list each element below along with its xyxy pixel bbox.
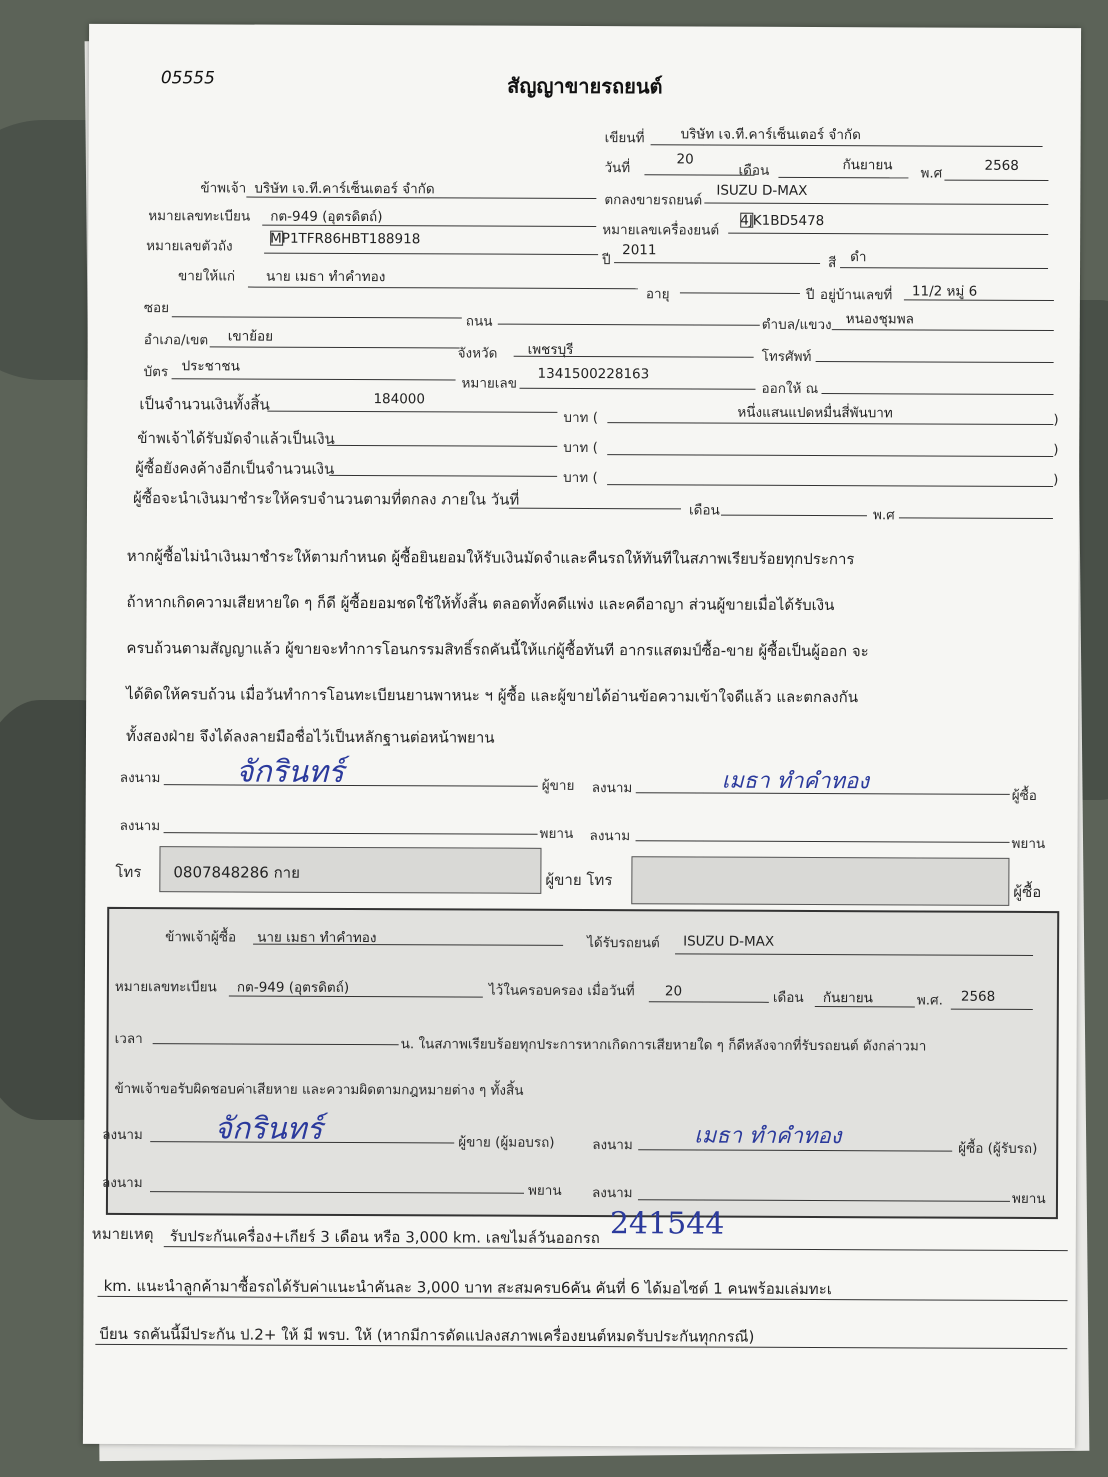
deposit-line [327,445,557,447]
house-number: 11/2 หมู่ 6 [911,283,978,300]
buyer-name-line [248,287,638,290]
terms-line-3: ครบถ้วนตามสัญญาแล้ว ผู้ขายจะทำการโอนกรรมสิทธิ์รถคันนี้ให้แก่ผู้ซื้อทันที อากรแสตมป์ซื้อ-ขาย ผู้ซื้อเป็นผู้ออก จะ [126,639,869,661]
seller-role: ผู้ขาย [541,777,575,794]
total-line [267,411,557,413]
note-mileage: 241544 [609,1206,725,1242]
road-line [498,324,760,326]
receipt-time-line [153,1043,399,1045]
car-model-line [704,203,1048,206]
year-line [944,180,1048,181]
page-title: สัญญาขายรถยนต์ [507,73,663,99]
receipt-day: 20 [664,983,683,1000]
seller-label: ข้าพเจ้า [200,180,247,197]
road-label: ถนน [465,313,493,330]
remaining-close-paren: ) [1053,472,1059,489]
sell-to-label: ขายให้แก่ [177,268,236,285]
receipt-seller-sign-label: ลงนาม [102,1126,143,1144]
receipt-witness1-sign-label: ลงนาม [102,1174,143,1192]
receipt-month-label: เดือน [772,989,804,1006]
soi-label: ซอย [143,300,170,317]
district-value: เขาย้อย [227,328,274,345]
witness2-role: พยาน [1011,835,1046,853]
district-label: อำเภอ/เขต [143,332,209,349]
agree-sell-label: ตกลงขายรถยนต์ [604,192,703,209]
total-value: 184000 [373,391,426,408]
receipt-section [102,907,1059,1219]
seller-sign-line [164,784,538,787]
witness1-role: พยาน [539,825,574,842]
receipt-seller-role: ผู้ขาย (ผู้มอบรถ) [458,1134,555,1151]
subdistrict-line [832,329,1054,331]
seller-signature: จักรินทร์ [235,754,345,790]
deposit-baht-label: บาท ( [563,439,598,457]
age-unit: ปี [805,286,815,304]
receipt-year-line [951,1009,1033,1010]
chassis-line [264,253,598,255]
receipt-time-label: เวลา [114,1030,143,1048]
chassis-label: หมายเลขตัวถัง [146,238,233,255]
plate-label: หมายเลขทะเบียน [148,208,251,225]
chassis-value [270,231,420,248]
buyer-signature: เมธา ทำคำทอง [721,768,870,795]
receipt-time-text: น. ในสภาพเรียบร้อยทุกประการหากเกิดการเสียหายใด ๆ ก็ดีหลังจากที่รับรถยนต์ ดังกล่าวมา [400,1036,927,1055]
card-type: ประชาชน [181,358,240,375]
day-value: 20 [676,151,694,168]
terms-line-4: ได้ติดให้ครบถ้วน เมื่อวันทำการโอนทะเบียนยานพาหนะ ฯ ผู้ซื้อ และผู้ขายได้อ่านข้อความเข้าใจดีแล้ว และตกลงกัน [126,685,859,707]
buyer-role: ผู้ซื้อ [1011,787,1037,804]
receipt-plate-label: หมายเลขทะเบียน [114,978,217,996]
checkbox-icon [740,213,753,228]
receipt-seller-signature: จักรินทร์ [214,1111,323,1147]
issued-label: ออกให้ ณ [761,380,819,398]
receipt-car-line [675,953,1033,956]
district-line [210,346,460,348]
receipt-day-line [649,1001,769,1003]
engine-number: 4JK1BD5478 [740,212,825,230]
buyer-phone-role: ผู้ซื้อ [1013,882,1042,902]
witness2-sign-line [636,840,1010,843]
car-model: ISUZU D-MAX [716,182,808,199]
witness1-sign-label: ลงนาม [119,817,161,835]
receipt-buyer-label: ข้าพเจ้าผู้ซื้อ [165,929,237,946]
house-label: อยู่บ้านเลขที่ [819,287,893,304]
subdistrict-label: ตำบล/แขวง [761,316,832,334]
written-at-label: เขียนที่ [604,130,645,147]
vehicle-year: 2011 [622,242,657,259]
witness1-sign-line [164,832,538,835]
receipt-witness2-sign-label: ลงนาม [591,1185,633,1202]
plate-value: กต-949 (อุตรดิตถ์) [270,208,383,226]
year-value: 2568 [984,157,1019,174]
seller-sign-label: ลงนาม [119,769,161,787]
card-number-line [520,388,756,390]
seller-name: บริษัท เจ.ที.คาร์เซ็นเตอร์ จำกัด [254,180,435,198]
total-words: หนึ่งแสนแปดหมื่นสี่พันบาท [737,404,893,422]
doc-number: 05555 [160,68,216,89]
province-value: เพชรบุรี [527,341,574,358]
deposit-words-line [607,454,1053,457]
vehicle-year-line [614,262,820,264]
receipt-year: 2568 [960,988,996,1005]
date-label: วันที่ [604,160,631,177]
receipt-witness2-role: พยาน [1011,1190,1046,1208]
due-year-label: พ.ศ [872,507,895,524]
due-day-line [509,508,681,510]
remaining-words-line [607,484,1053,487]
note-line-2: km. แนะนำลูกค้ามาซื้อรถได้รับค่าแนะนำคันละ 3,000 บาท สะสมครบ6คัน คันที่ 6 ได้มอไซต์ 1 คนพร้อมเล่มทะเ [103,1276,832,1299]
buyer-name: นาย เมธา ทำคำทอง [265,268,386,286]
witness2-sign-label: ลงนาม [589,828,631,845]
total-label: เป็นจำนวนเงินทั้งสิ้น [139,395,270,414]
card-number-label: หมายเลข [461,375,517,392]
phone-line [816,361,1054,363]
receipt-plate: กต-949 (อุตรดิตถ์) [236,979,350,996]
province-label: จังหวัด [457,345,498,362]
written-at-line [651,144,1043,147]
note-line-1: รับประกันเครื่อง+เกียร์ 3 เดือน หรือ 3,000 km. เลขไมล์วันออกรถ [169,1227,600,1248]
due-year-line [899,517,1053,519]
receipt-witness1-line [150,1191,524,1194]
seller-phone-label: โทร [115,862,142,882]
subdistrict-value: หนองชุมพล [845,311,914,328]
receipt-month: กันยายน [822,990,873,1007]
terms-line-1: หากผู้ซื้อไม่นำเงินมาชำระให้ตามกำหนด ผู้ซื้อยินยอมให้รับเงินมัดจำและคืนรถให้ทันทีในสภาพเรียบร้อยทุกประการ [126,547,855,569]
terms-line-5: ทั้งสองฝ่าย จึงได้ลงลายมือชื่อไว้เป็นหลักฐานต่อหน้าพยาน [125,727,495,747]
engine-value [740,213,824,229]
seller-phone-role: ผู้ขาย โทร [545,870,613,890]
remaining-baht-label: บาท ( [563,469,598,487]
month-value: กันยายน [842,157,893,174]
age-line [680,292,800,294]
card-line [172,378,456,380]
due-month-line [721,515,867,517]
buyer-phone-box [631,856,1009,906]
receipt-year-label: พ.ศ. [916,992,943,1009]
deposit-label: ข้าพเจ้าได้รับมัดจำแล้วเป็นเงิน [137,429,335,448]
receipt-buyer-role: ผู้ซื้อ (ผู้รับรถ) [958,1140,1038,1157]
total-words-line [607,422,1053,425]
checkbox-icon [270,231,283,246]
receipt-buyer-name: นาย เมธา ทำคำทอง [257,929,377,947]
note-label: หมายเหตุ [91,1224,154,1244]
remaining-label: ผู้ซื้อยังคงค้างอีกเป็นจำนวนเงิน [135,459,335,478]
month-label: เดือน [738,162,770,179]
month-line [778,177,908,179]
year-label: พ.ศ [920,165,943,182]
issued-line [821,393,1053,395]
remaining-line [329,475,557,477]
engine-line [728,233,1048,235]
receipt-buyer-signature: เมธา ทำคำทอง [694,1123,842,1150]
color-label: สี [828,255,837,272]
buyer-sign-label: ลงนาม [591,780,633,797]
due-label: ผู้ซื้อจะนำเงินมาชำระให้ครบจำนวนตามที่ตกลง ภายใน วันที่ [132,489,520,509]
phone-label: โทรศัพท์ [761,348,812,365]
card-label: บัตร [143,364,169,381]
receipt-car: ISUZU D-MAX [683,933,775,950]
receipt-buyer-sign-label: ลงนาม [592,1137,633,1154]
chassis-number: MP1TFR86HBT188918 [270,230,421,248]
receipt-car-label: ได้รับรถยนต์ [587,935,660,952]
engine-label: หมายเลขเครื่องยนต์ [602,222,720,239]
deposit-close-paren: ) [1053,442,1059,459]
receipt-witness2-line [638,1199,1010,1202]
written-at-value: บริษัท เจ.ที.คาร์เซ็นเตอร์ จำกัด [680,126,861,144]
note-line-3: บียน รถคันนี้มีประกัน ป.2+ ให้ มี พรบ. ให้ (หากมีการดัดแปลงสภาพเครื่องยนต์หมดรับประกันทุกกรณี) [99,1324,755,1346]
terms-line-2: ถ้าหากเกิดความเสียหายใด ๆ ก็ดี ผู้ซื้อยอมชดใช้ให้ทั้งสิ้น ตลอดทั้งคดีแพ่ง และคดีอาญา ส่วนผู้ขายเมื่อได้รับเงิน [126,593,835,615]
vehicle-year-label: ปี [602,252,611,269]
soi-line [172,316,462,318]
color-line [840,267,1048,269]
seller-phone: 0807848286 กาย [173,863,300,882]
age-label: อายุ [645,286,670,303]
receipt-possession-label: ไว้ในครอบครอง เมื่อวันที่ [488,982,635,1000]
total-close-paren: ) [1053,412,1059,429]
total-baht-label: บาท ( [563,409,599,427]
receipt-liability-text: ข้าพเจ้าขอรับผิดชอบค่าเสียหาย และความผิดตามกฎหมายต่าง ๆ ทั้งสิ้น [114,1080,524,1099]
contract-sheet [83,24,1081,1448]
color-value: ดำ [850,249,867,266]
receipt-witness1-role: พยาน [527,1182,562,1199]
due-month-label: เดือน [688,502,720,519]
card-number: 1341500228163 [537,365,650,383]
